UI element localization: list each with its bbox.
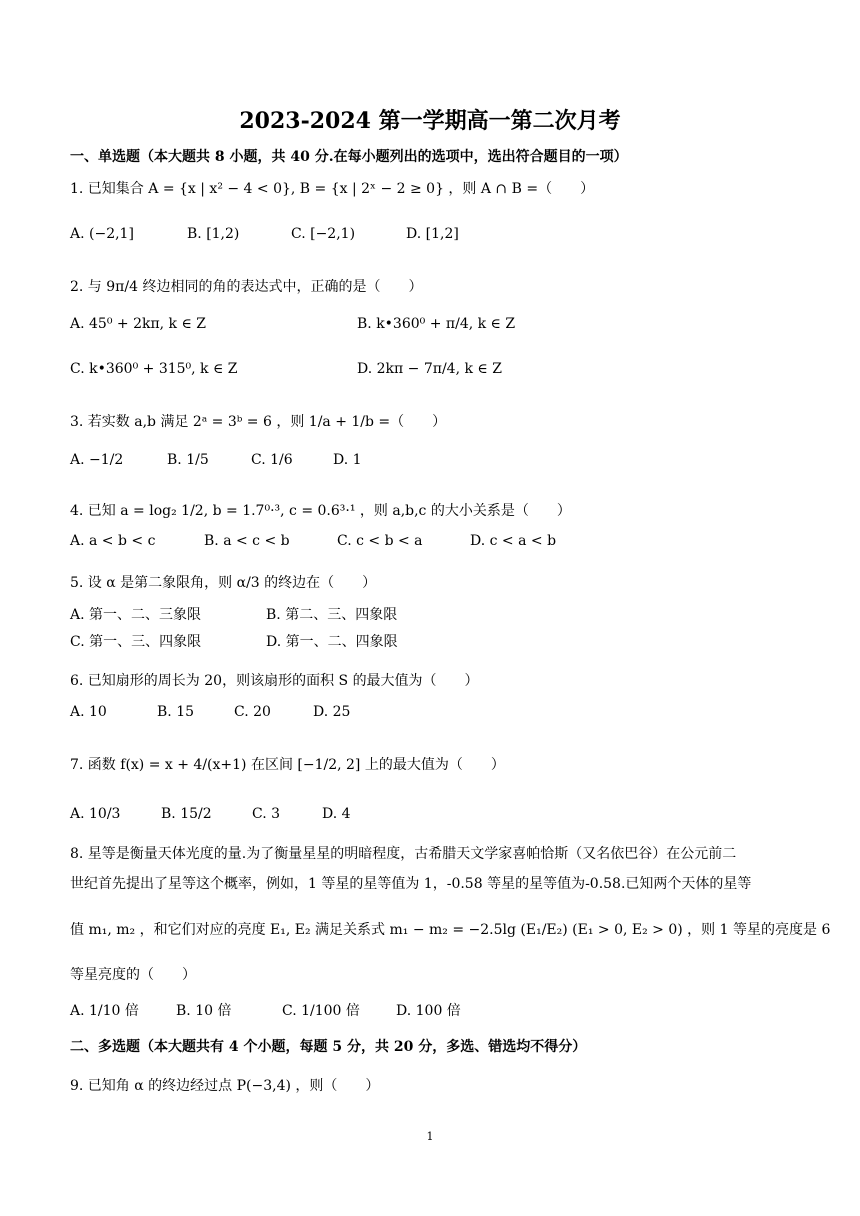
question-4-option-c: C. c < b < a — [337, 533, 423, 549]
question-5-option-a: A. 第一、二、三象限 — [70, 607, 202, 623]
question-8-option-a: A. 1/10 倍 — [70, 1003, 139, 1019]
question-3-option-d: D. 1 — [333, 452, 362, 468]
question-2-option-d: D. 2kπ − 7π/4, k ∈ Z — [357, 361, 502, 377]
question-7-stem: 7. 函数 f(x) = x + 4/(x+1) 在区间 [−1/2, 2] 上的最大值为（ ） — [70, 757, 505, 773]
question-4-stem: 4. 已知 a = log₂ 1/2, b = 1.7⁰·³, c = 0.6³·¹ ，则 a,b,c 的大小关系是（ ） — [70, 503, 571, 519]
question-1-option-d: D. [1,2] — [406, 226, 459, 242]
question-2-stem: 2. 与 9π/4 终边相同的角的表达式中，正确的是（ ） — [70, 279, 423, 295]
question-8-text-line-2: 世纪首先提出了星等这个概率，例如，1 等星的星等值为 1，-0.58 等星的星等值为-0.58.已知两个天体的星等 — [70, 876, 752, 892]
question-2-option-c: C. k•360⁰ + 315⁰, k ∈ Z — [70, 361, 238, 377]
question-1-stem: 1. 已知集合 A = {x | x² − 4 < 0}, B = {x | 2ˣ − 2 ≥ 0} ，则 A ∩ B =（ ） — [70, 181, 595, 197]
question-8-option-c: C. 1/100 倍 — [282, 1003, 360, 1019]
question-3-option-a: A. −1/2 — [70, 452, 124, 468]
question-7-option-a: A. 10/3 — [70, 806, 121, 822]
question-2-option-b: B. k•360⁰ + π/4, k ∈ Z — [357, 316, 516, 332]
question-6-option-b: B. 15 — [157, 704, 195, 720]
question-4-option-a: A. a < b < c — [70, 533, 156, 549]
question-7-option-c: C. 3 — [252, 806, 281, 822]
question-1-option-c: C. [−2,1) — [291, 226, 356, 242]
question-9-stem: 9. 已知角 α 的终边经过点 P(−3,4) ，则（ ） — [70, 1078, 380, 1094]
question-6-option-c: C. 20 — [234, 704, 271, 720]
page-title: 2023-2024 第一学期高一第二次月考 — [239, 108, 621, 134]
question-3-stem: 3. 若实数 a,b 满足 2ᵃ = 3ᵇ = 6 ，则 1/a + 1/b =（ ） — [70, 414, 447, 430]
question-3-option-b: B. 1/5 — [167, 452, 209, 468]
question-8-text-line-3: 值 m₁, m₂ ，和它们对应的亮度 E₁, E₂ 满足关系式 m₁ − m₂ = −2.5lg (E₁/E₂) (E₁ > 0, E₂ > 0) ，则 1 等星的亮度是 6 — [70, 922, 831, 938]
question-5-stem: 5. 设 α 是第二象限角，则 α/3 的终边在（ ） — [70, 575, 377, 591]
question-6-option-a: A. 10 — [70, 704, 107, 720]
question-7-option-d: D. 4 — [322, 806, 351, 822]
question-3-option-c: C. 1/6 — [251, 452, 293, 468]
question-4-option-d: D. c < a < b — [470, 533, 557, 549]
question-5-option-c: C. 第一、三、四象限 — [70, 634, 202, 650]
question-1-option-b: B. [1,2) — [187, 226, 240, 242]
question-5-option-d: D. 第一、二、四象限 — [266, 634, 398, 650]
question-7-option-b: B. 15/2 — [161, 806, 212, 822]
question-5-option-b: B. 第二、三、四象限 — [266, 607, 398, 623]
question-8-text-line-4: 等星亮度的（ ） — [70, 967, 196, 983]
question-8-text-line-1: 8. 星等是衡量天体光度的量.为了衡量星星的明暗程度，古希腊天文学家喜帕恰斯（又名依巴谷）在公元前二 — [70, 846, 737, 862]
question-8-option-d: D. 100 倍 — [396, 1003, 461, 1019]
question-6-stem: 6. 已知扇形的周长为 20，则该扇形的面积 S 的最大值为（ ） — [70, 673, 479, 689]
page-number: 1 — [426, 1130, 434, 1143]
question-6-option-d: D. 25 — [313, 704, 351, 720]
question-8-option-b: B. 10 倍 — [176, 1003, 232, 1019]
question-2-option-a: A. 45⁰ + 2kπ, k ∈ Z — [70, 316, 207, 332]
question-4-option-b: B. a < c < b — [204, 533, 290, 549]
question-1-option-a: A. (−2,1] — [70, 226, 134, 242]
section-heading-multiple-choice: 二、多选题（本大题共有 4 个小题，每题 5 分，共 20 分，多选、错选均不得分） — [70, 1039, 587, 1055]
section-heading-single-choice: 一、单选题（本大题共 8 小题，共 40 分.在每小题列出的选项中，选出符合题目的一项） — [70, 149, 628, 165]
